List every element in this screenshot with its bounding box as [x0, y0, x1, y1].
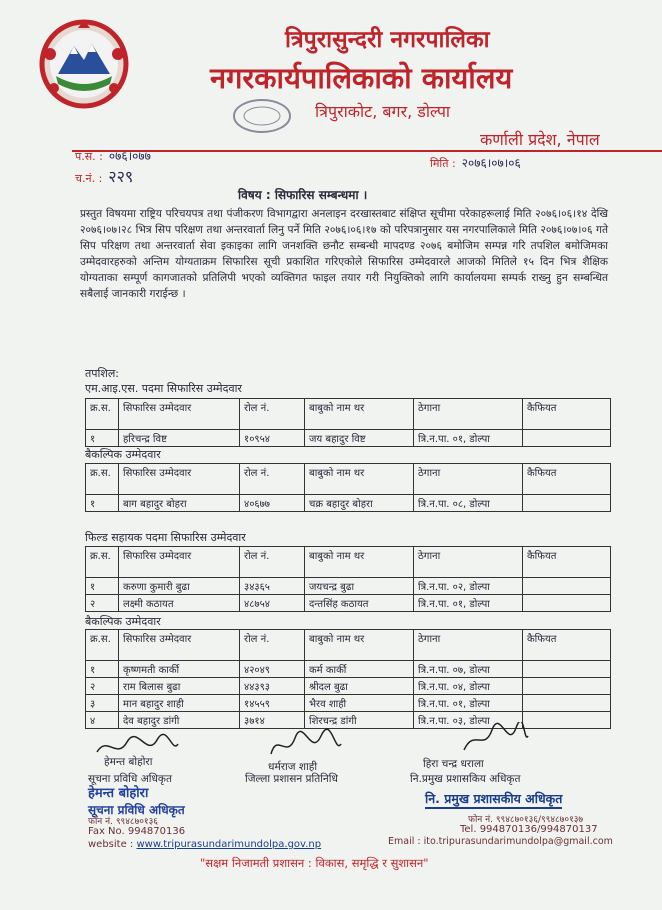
signatory-role-3: नि.प्रमुख प्रशासकिय अधिकृत	[410, 773, 521, 785]
letter-date: मिति : २०७६।०७।०६	[430, 156, 521, 170]
website-line: website : www.tripurasundarimundolpa.gov.np	[88, 839, 322, 850]
phone-left: फोन नं. ९९४८७०१३६	[88, 817, 158, 827]
chalani-number: च.नं. : २२९	[75, 167, 134, 186]
table-header-row	[86, 399, 611, 430]
signatory-name-2: धर्मराज शाही	[268, 761, 318, 773]
section-label-field: फिल्ड सहायक पदमा सिफारिस उम्मेदवार	[85, 531, 246, 544]
col-roll: रोल नं.	[240, 399, 305, 430]
website-link[interactable]: www.tripurasundarimundolpa.gov.np	[136, 839, 322, 850]
signatory-name-3: हिरा चन्द्र धराला	[423, 758, 484, 770]
office-seal-icon	[230, 96, 294, 136]
tapasil-label: तपशिल:	[85, 367, 120, 380]
table-alt-1	[85, 463, 611, 512]
table-row: ४ देव बहादुर डांगी ३७१४ शिरचन्द्र डांगी त्रि.न.पा. ०३, डोल्पा	[86, 712, 611, 729]
cao-stamp: नि. प्रमुख प्रशासकीय अधिकृत	[425, 790, 562, 809]
col-sn: क्र.स.	[86, 399, 119, 430]
section-label-mis: एम.आइ.एस. पदमा सिफारिस उम्मेदवार	[85, 382, 242, 395]
fax-number: Fax No. 994870136	[88, 826, 186, 837]
signatory-role-2: जिल्ला प्रशासन प्रतिनिधि	[245, 773, 338, 785]
table-header-row: क्र.स. सिफारिस उम्मेदवार रोल नं. बाबुको नाम थर ठेगाना कैफियत	[86, 464, 611, 495]
table-field	[85, 546, 611, 612]
table-row: १ करुणा कुमारी बुढा ३४३६५ जयचन्द्र बुढा त्रि.न.पा. ०२, डोल्पा	[86, 578, 611, 595]
signature-scribble-icon	[460, 722, 530, 758]
municipality-name: त्रिपुरासुन्दरी नगरपालिका	[285, 27, 490, 53]
letter-subject: विषय : सिफारिस सम्बन्धमा ।	[238, 188, 368, 202]
table-header-row: क्र.स. सिफारिस उम्मेदवार रोल नं. बाबुको नाम थर ठेगाना कैफियत	[86, 630, 611, 661]
col-address: ठेगाना	[414, 399, 523, 430]
footer-slogan: "सक्षम निजामती प्रशासन : विकास, समृद्धि र सुशासन"	[200, 856, 429, 870]
tel-number: Tel. 994870136/994870137	[460, 824, 598, 835]
table-row: ३ मान बहादुर शाही १४५५९ भैरव शाही त्रि.न.पा. ०१, डोल्पा	[86, 695, 611, 712]
letter-body: प्रस्तुत विषयमा राष्ट्रिय परिचयपत्र तथा पंजीकरण विभागद्वारा अनलाइन दरखास्तबाट संक्षिप्त सूचीमा परेकाहरूलाई मिति २०७६।०६।१४ देखि २०७६।०७।२८ भित्र सिप परिक्षण तथा अन्तरवार्ता लिनु पर्ने मिति २०७६।०६।१७ को परिपत्रानुसार यस नगरपालिकाले मिति २०७६।०७।०६ गते सिप परिक्षण तथा अन्तरवार्ता सेवा इकाइका लागि जनशक्ति छनौट सम्बन्धी मापदण्ड २०७६ बमोजिम सम्पन्न गरि तपशिल बमोजिमका उम्मेदवारहरुको अन्तिम योग्यताक्रम सिफारिस सूची प्रकाशित गरिएकोले सिफारिस उम्मेदवारले आजको मितिले १५ दिन भित्र शैक्षिक योग्यताका सम्पूर्ण कागजातको प्रतिलिपी भएको व्यक्तिगत फाइल तयार गरी नियुक्तिको लागि कार्यालयमा सम्पर्क राख्नु हुन सम्बन्धित सबैलाई जानकारी गराईन्छ ।	[80, 208, 608, 300]
office-address: त्रिपुराकोट, बगर, डोल्पा	[315, 102, 451, 121]
table-alt-2	[85, 629, 611, 729]
col-candidate: सिफारिस उम्मेदवार	[119, 399, 240, 430]
signature-scribble-icon	[265, 728, 345, 764]
section-label-alt-2: बैकल्पिक उम्मेदवार	[85, 615, 161, 628]
signatory-role-1: सूचना प्रविधि अधिकृत	[88, 773, 172, 785]
table-header-row: क्र.स. सिफारिस उम्मेदवार रोल नं. बाबुको नाम थर ठेगाना कैफियत	[86, 547, 611, 578]
table-row: १ कृष्णमती कार्की ४२०४९ कर्म कार्की त्रि.न.पा. ०७, डोल्पा	[86, 661, 611, 678]
table-row: १ बाग बहादुर बोहरा ४०६७७ चक्र बहादुर बोहरा त्रि.न.पा. ०८, डोल्पा	[86, 495, 611, 512]
header-divider	[72, 150, 662, 152]
office-name: नगरकार्यपालिकाको कार्यालय	[210, 61, 513, 95]
phone-right: फोन नं. ९९४८७०१३६/९९४८७०१३७	[468, 815, 584, 825]
email-address[interactable]: Email : ito.tripurasundarimundolpa@gmail.com	[388, 836, 613, 847]
col-remarks: कैफियत	[523, 399, 611, 430]
nepal-emblem-icon	[30, 14, 138, 110]
ps-number: प.स. : ०७६।०७७	[75, 149, 151, 163]
signatory-name-1: हेमन्त बोहोरा	[104, 756, 153, 768]
section-label-alt-1: बैकल्पिक उम्मेदवार	[85, 448, 161, 461]
table-row: २ राम बिलास बुढा ४४३९३ श्रीदल बुढा त्रि.न.पा. ०४, डोल्पा	[86, 678, 611, 695]
table-row: २ लक्ष्मी कठायत ४८७५४ दन्तसिंह कठायत त्रि.न.पा. ०१, डोल्पा	[86, 595, 611, 612]
table-row: १ हरिचन्द्र विष्ट १०९५४ जय बहादुर विष्ट त्रि.न.पा. ०१, डोल्पा	[86, 430, 611, 447]
it-officer-stamp: हेमन्त बोहोरा सूचना प्रविधि अधिकृत	[88, 786, 185, 817]
table-mis	[85, 398, 611, 447]
province-name: कर्णाली प्रदेश, नेपाल	[480, 130, 600, 149]
col-father: बाबुको नाम थर	[305, 399, 414, 430]
